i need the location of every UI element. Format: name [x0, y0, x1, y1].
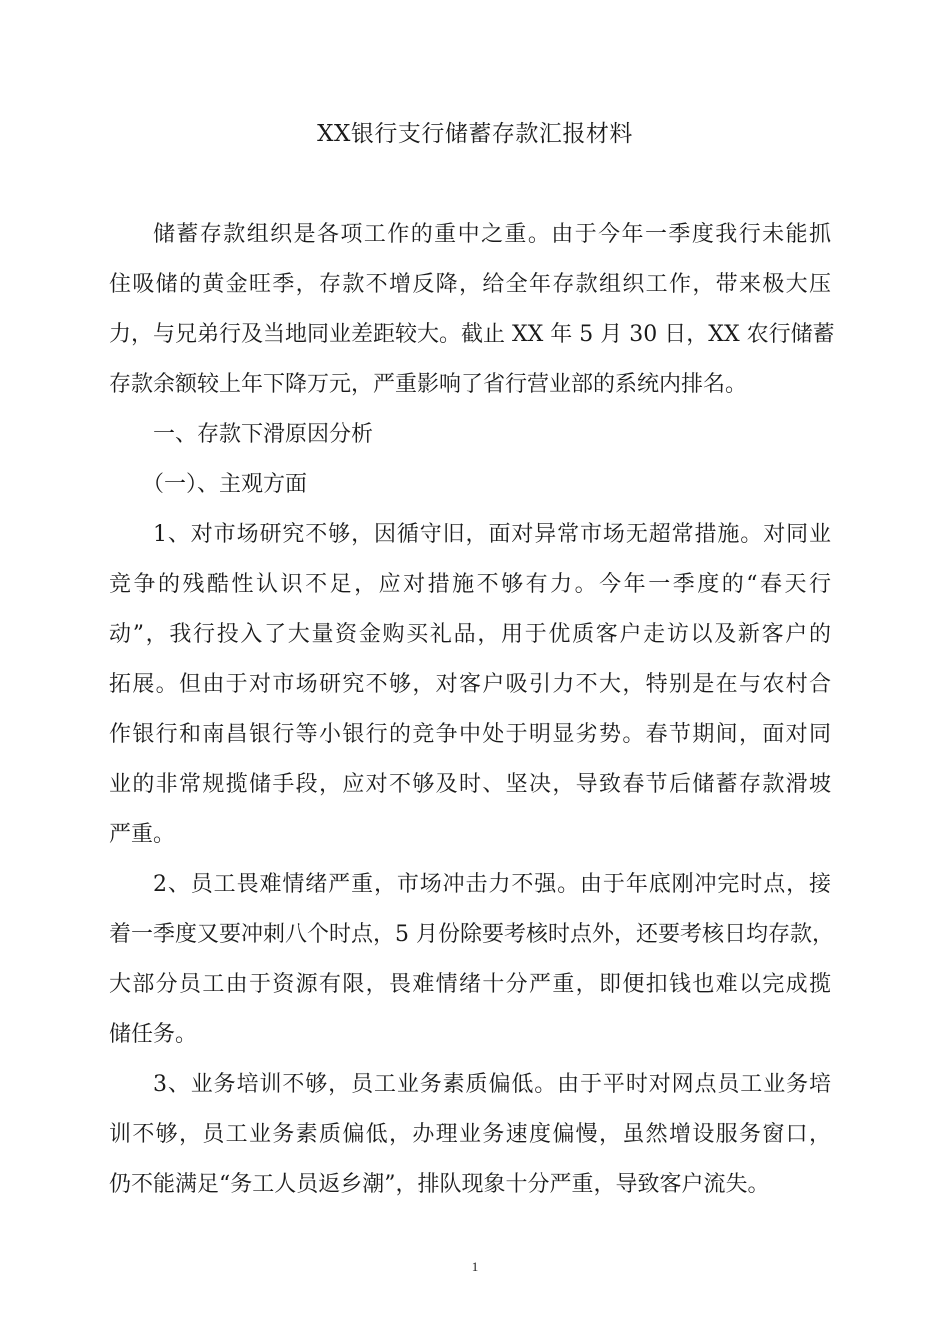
text-line: 住吸储的黄金旺季，存款不增反降，给全年存款组织工作，带来极大压: [109, 272, 831, 297]
text-line: 大部分员工由于资源有限，畏难情绪十分严重，即便扣钱也难以完成揽: [109, 972, 831, 997]
text-line: 力，与兄弟行及当地同业差距较大。截止 XX 年 5 月 30 日，XX 农行储蓄: [109, 322, 835, 347]
text-line: 2、员工畏难情绪严重，市场冲击力不强。由于年底刚冲完时点，接: [153, 872, 831, 897]
text-line: 动”，我行投入了大量资金购买礼品，用于优质客户走访以及新客户的: [109, 622, 831, 647]
paragraph-intro: [109, 210, 835, 410]
text-line: 存款余额较上年下降万元，严重影响了省行营业部的系统内排名。: [109, 372, 748, 397]
text-line: 作银行和南昌银行等小银行的竞争中处于明显劣势。春节期间，面对同: [109, 722, 831, 747]
paragraph-point-2: [109, 860, 834, 1060]
text-line: 着一季度又要冲刺八个时点，5 月份除要考核时点外，还要考核日均存款，: [109, 922, 834, 947]
text-line: 一、存款下滑原因分析: [153, 422, 374, 447]
text-line: 业的非常规揽储手段，应对不够及时、坚决，导致春节后储蓄存款滑坡: [109, 772, 831, 797]
text-line: 严重。: [109, 822, 176, 847]
section-heading: [109, 410, 831, 460]
text-line: 储任务。: [109, 1022, 198, 1047]
text-line: （一）、主观方面: [142, 472, 308, 497]
paragraph-point-3: [109, 1060, 831, 1210]
text-line: 训不够，员工业务素质偏低，办理业务速度偏慢，虽然增设服务窗口，: [109, 1122, 831, 1147]
text-line: 竞争的残酷性认识不足，应对措施不够有力。今年一季度的“春天行: [109, 572, 831, 597]
text-line: 拓展。但由于对市场研究不够，对客户吸引力不大，特别是在与农村合: [109, 672, 831, 697]
document-body: [109, 210, 835, 1210]
subsection-heading: [109, 460, 831, 510]
page-number: 1: [471, 1259, 479, 1274]
paragraph-point-1: [109, 510, 831, 860]
text-line: 仍不能满足“务工人员返乡潮”，排队现象十分严重，导致客户流失。: [109, 1172, 770, 1197]
text-line: 储蓄存款组织是各项工作的重中之重。由于今年一季度我行未能抓: [153, 222, 831, 247]
document-title: XX银行支行储蓄存款汇报材料: [317, 121, 633, 147]
text-line: 1、对市场研究不够，因循守旧，面对异常市场无超常措施。对同业: [153, 522, 831, 547]
text-line: 3、业务培训不够，员工业务素质偏低。由于平时对网点员工业务培: [153, 1072, 831, 1097]
